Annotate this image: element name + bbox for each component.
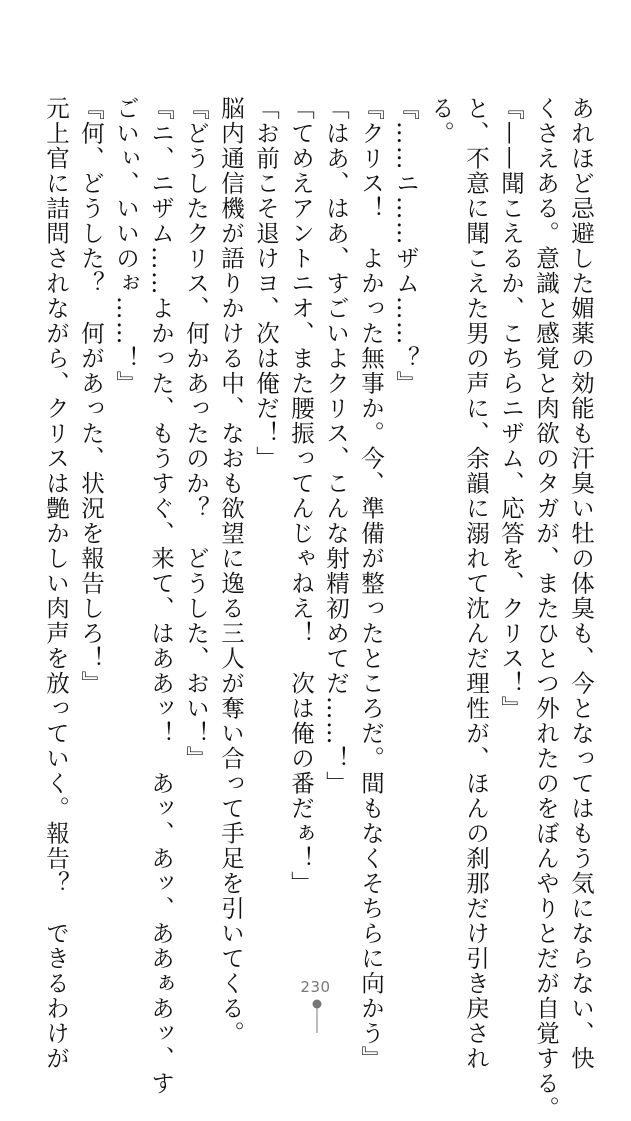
text-line: 『何、どうした？ 何があった、状況を報告しろ！』	[77, 96, 105, 696]
vertical-text-body	[38, 96, 598, 1121]
text-line: あれほど忌避した媚薬の効能も汗臭い牡の体臭も、今となってはもう気にならない、快	[567, 96, 595, 1071]
text-line: る。	[427, 96, 455, 146]
text-line: と、不意に聞こえた男の声に、余韻に溺れて沈んだ理性が、ほんの刹那だけ引き戻され	[462, 96, 490, 1071]
text-line: くさえある。意識と感覚と肉欲のタガが、またひとつ外れたのをぼんやりとだが自覚する。	[532, 96, 560, 1121]
text-line: ごいぃ、いいのぉ……！』	[112, 96, 140, 396]
text-line: 「お前こそ退けヨ、次は俺だ！」	[252, 96, 280, 471]
text-line: 元上官に詰問されながら、クリスは艶かしい肉声を放っていく。報告？ できるわけが	[42, 96, 70, 1071]
text-line: 『クリス！ よかった無事か。今、準備が整ったところだ。間もなくそちらに向かう』	[357, 96, 385, 1071]
page-number: 230	[300, 978, 331, 996]
text-line: 『——聞こえるか、こちらニザム、応答を、クリス！』	[497, 96, 525, 721]
text-line: 『……ニ……ザム……？』	[392, 96, 420, 396]
text-line: 脳内通信機が語りかける中、なおも欲望に逸る三人が奪い合って手足を引いてくる。	[217, 96, 245, 1046]
text-line: 「はあ、はあ、すごいよクリス、こんな射精初めてだ……！」	[322, 96, 350, 796]
page-footer-ornament	[311, 998, 323, 1033]
text-line: 『どうしたクリス、何かあったのか？ どうした、おい！』	[182, 96, 210, 771]
text-line: 「てめえアントニオ、また腰振ってんじゃねえ！ 次は俺の番だぁ！」	[287, 96, 315, 896]
text-line: 『ニ、ニザム……よかった、もうすぐ、来て、はああッ！ あッ、あッ、ああぁあッ、す	[147, 96, 175, 1096]
